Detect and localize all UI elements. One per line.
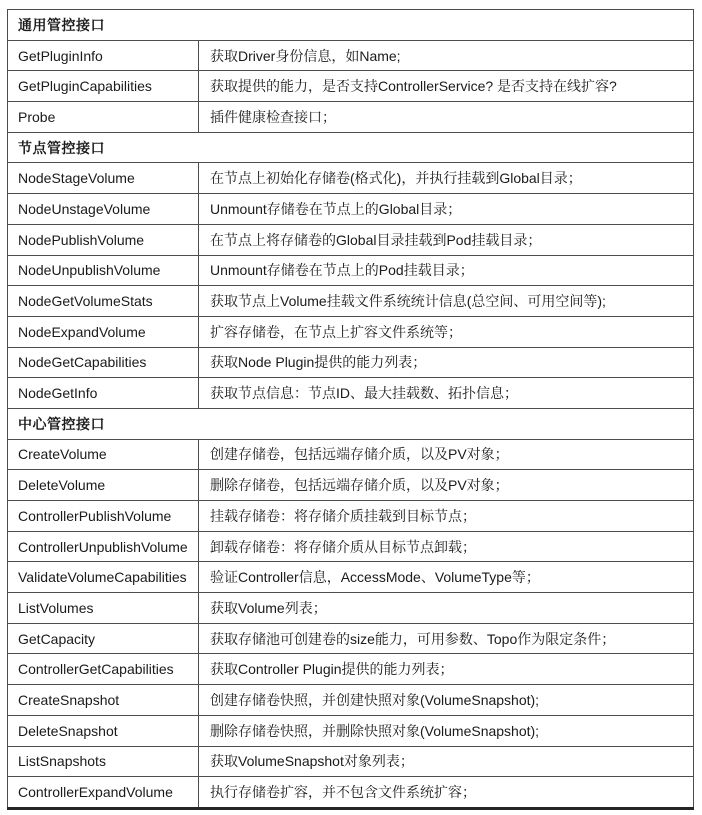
table-row (8, 470, 694, 501)
csi-api-table-body (8, 10, 694, 809)
api-description-cell: 获取VolumeSnapshot对象列表； (199, 746, 694, 777)
table-row (8, 71, 694, 102)
api-description-cell: 创建存储卷快照，并创建快照对象(VolumeSnapshot); (199, 685, 694, 716)
api-description-cell: 执行存储卷扩容，并不包含文件系统扩容； (199, 777, 694, 809)
section-header-row (8, 132, 694, 163)
api-name-cell: CreateSnapshot (8, 685, 199, 716)
table-row (8, 439, 694, 470)
api-description-cell: 获取节点信息：节点ID、最大挂载数、拓扑信息； (199, 378, 694, 409)
table-row (8, 255, 694, 286)
api-name-cell: NodeGetInfo (8, 378, 199, 409)
api-name-cell: CreateVolume (8, 439, 199, 470)
section-header-label: 节点管控接口 (8, 132, 694, 163)
api-description-cell: 卸载存储卷：将存储介质从目标节点卸载； (199, 531, 694, 562)
api-name-cell: NodeUnpublishVolume (8, 255, 199, 286)
api-description-cell: 插件健康检查接口； (199, 102, 694, 133)
api-description-cell: 删除存储卷，包括远端存储介质，以及PV对象； (199, 470, 694, 501)
table-row (8, 194, 694, 225)
api-name-cell: Probe (8, 102, 199, 133)
api-description-cell: Unmount存储卷在节点上的Pod挂载目录； (199, 255, 694, 286)
section-header-label: 中心管控接口 (8, 408, 694, 439)
table-row (8, 163, 694, 194)
table-row (8, 531, 694, 562)
api-name-cell: NodeStageVolume (8, 163, 199, 194)
api-description-cell: 获取Node Plugin提供的能力列表； (199, 347, 694, 378)
table-row (8, 316, 694, 347)
table-row (8, 685, 694, 716)
table-row (8, 715, 694, 746)
api-name-cell: NodePublishVolume (8, 224, 199, 255)
api-description-cell: 扩容存储卷，在节点上扩容文件系统等； (199, 316, 694, 347)
api-name-cell: ControllerGetCapabilities (8, 654, 199, 685)
api-name-cell: ListVolumes (8, 593, 199, 624)
csi-api-table (7, 9, 694, 810)
api-description-cell: 获取Controller Plugin提供的能力列表； (199, 654, 694, 685)
table-row (8, 501, 694, 532)
api-description-cell: 获取提供的能力，是否支持ControllerService? 是否支持在线扩容? (199, 71, 694, 102)
section-header-row (8, 408, 694, 439)
table-row (8, 562, 694, 593)
api-name-cell: NodeExpandVolume (8, 316, 199, 347)
api-description-cell: 获取Volume列表； (199, 593, 694, 624)
api-name-cell: ListSnapshots (8, 746, 199, 777)
api-name-cell: GetPluginCapabilities (8, 71, 199, 102)
table-row (8, 593, 694, 624)
api-name-cell: ValidateVolumeCapabilities (8, 562, 199, 593)
api-description-cell: Unmount存储卷在节点上的Global目录； (199, 194, 694, 225)
api-description-cell: 挂载存储卷：将存储介质挂载到目标节点； (199, 501, 694, 532)
api-description-cell: 在节点上将存储卷的Global目录挂载到Pod挂载目录； (199, 224, 694, 255)
table-row (8, 347, 694, 378)
table-row (8, 378, 694, 409)
api-name-cell: DeleteSnapshot (8, 715, 199, 746)
api-description-cell: 获取节点上Volume挂载文件系统统计信息(总空间、可用空间等); (199, 286, 694, 317)
api-description-cell: 创建存储卷，包括远端存储介质，以及PV对象； (199, 439, 694, 470)
api-name-cell: NodeGetVolumeStats (8, 286, 199, 317)
table-row (8, 746, 694, 777)
api-description-cell: 获取Driver身份信息，如Name; (199, 40, 694, 71)
api-description-cell: 在节点上初始化存储卷(格式化)，并执行挂载到Global目录； (199, 163, 694, 194)
api-description-cell: 获取存储池可创建卷的size能力，可用参数、Topo作为限定条件； (199, 623, 694, 654)
table-row (8, 40, 694, 71)
table-row (8, 777, 694, 809)
api-name-cell: ControllerUnpublishVolume (8, 531, 199, 562)
section-header-label: 通用管控接口 (8, 10, 694, 41)
table-row (8, 286, 694, 317)
section-header-row (8, 10, 694, 41)
api-description-cell: 删除存储卷快照，并删除快照对象(VolumeSnapshot); (199, 715, 694, 746)
table-row (8, 654, 694, 685)
api-name-cell: NodeUnstageVolume (8, 194, 199, 225)
api-name-cell: ControllerExpandVolume (8, 777, 199, 809)
api-name-cell: GetPluginInfo (8, 40, 199, 71)
table-row (8, 102, 694, 133)
api-name-cell: ControllerPublishVolume (8, 501, 199, 532)
table-row (8, 623, 694, 654)
api-name-cell: GetCapacity (8, 623, 199, 654)
api-description-cell: 验证Controller信息，AccessMode、VolumeType等； (199, 562, 694, 593)
api-name-cell: NodeGetCapabilities (8, 347, 199, 378)
api-name-cell: DeleteVolume (8, 470, 199, 501)
table-row (8, 224, 694, 255)
